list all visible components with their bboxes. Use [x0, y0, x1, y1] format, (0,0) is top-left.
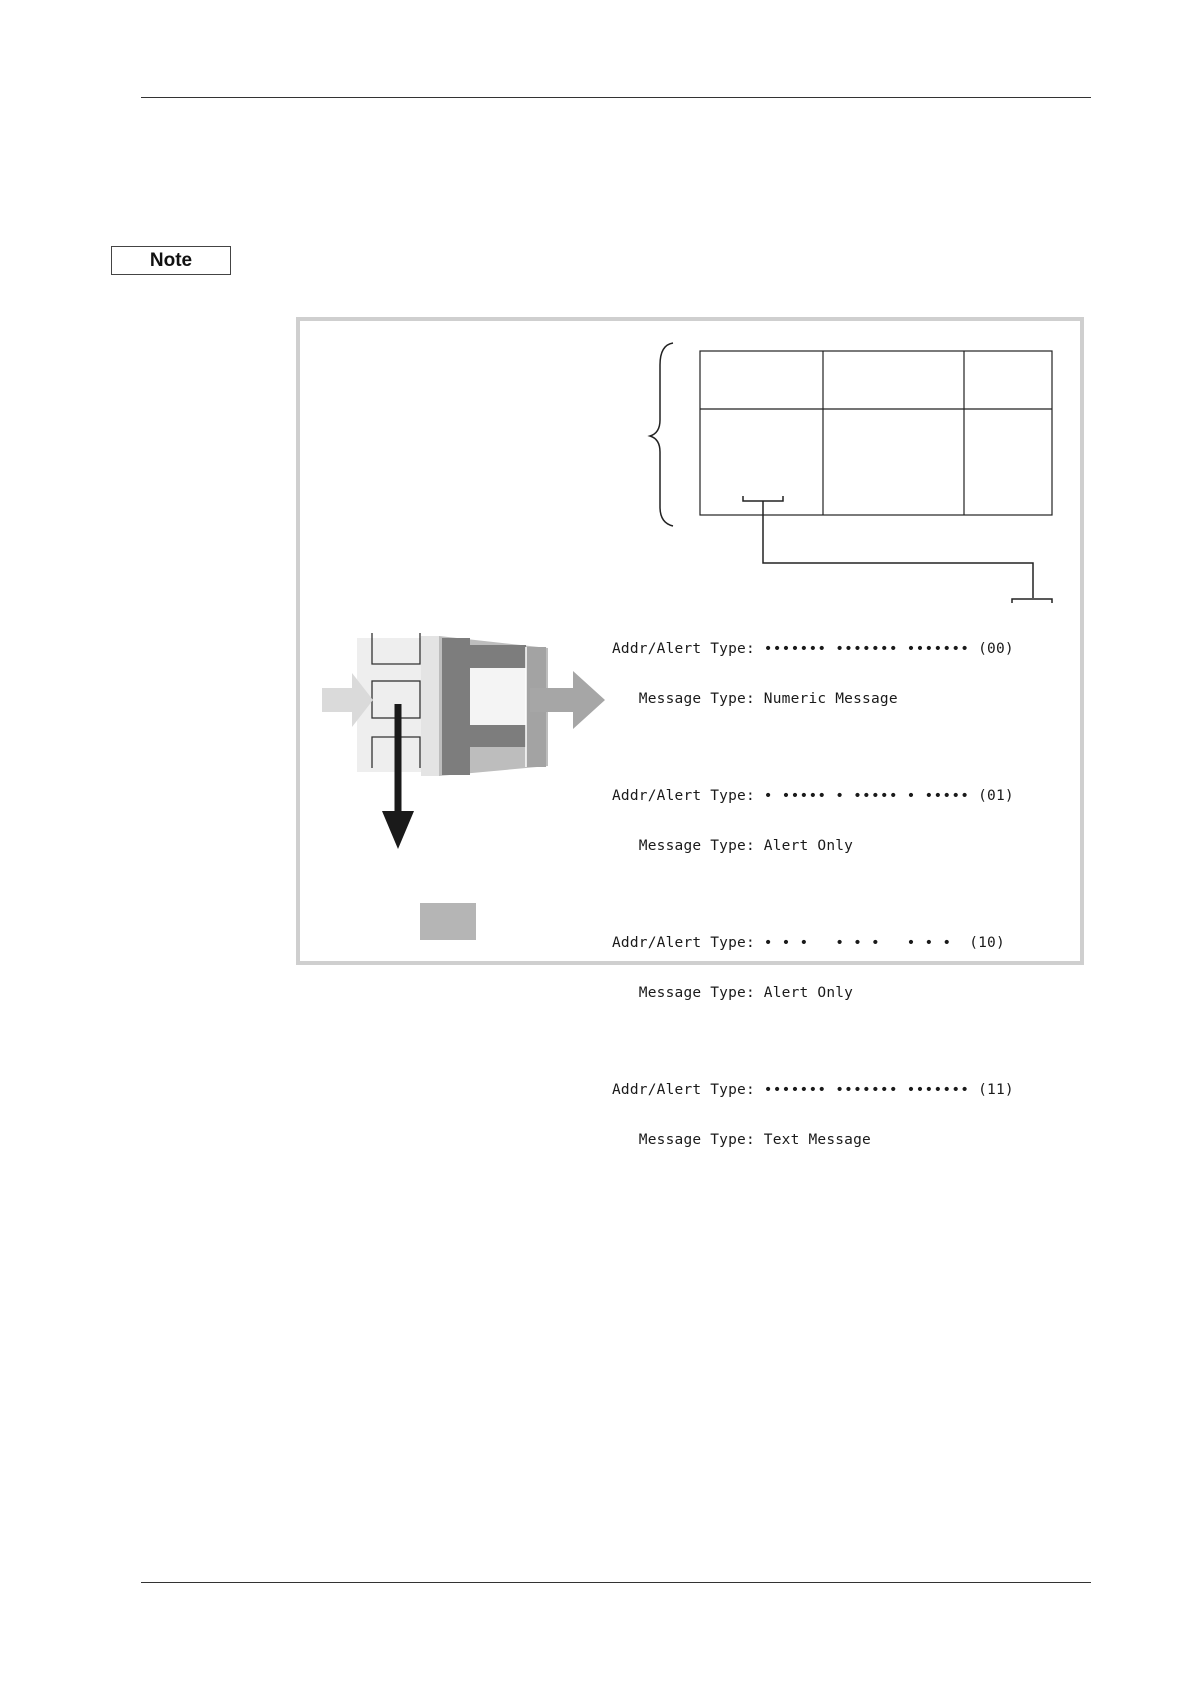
- code-group: [612, 608, 1014, 740]
- addr-alert-type-line: Addr/Alert Type: ••••••• ••••••• ••••••• (00): [612, 641, 1014, 657]
- frame-code-list: [612, 608, 1014, 1196]
- addr-alert-type-line: Addr/Alert Type: • • • • • • • • • (10): [612, 935, 1005, 951]
- key-swatch: [420, 903, 476, 940]
- cell-bracket: [743, 496, 783, 501]
- message-type-line: Message Type: Alert Only: [612, 984, 854, 1001]
- message-type-line: Message Type: Text Message: [612, 1131, 871, 1148]
- code-bracket: [1012, 599, 1052, 603]
- down-arrow-head: [382, 811, 414, 849]
- code-group: [612, 755, 1014, 887]
- frame-table: [700, 351, 1052, 515]
- message-type-line: Message Type: Alert Only: [612, 837, 854, 854]
- code-group: [612, 1049, 1014, 1181]
- table-brace: [650, 343, 673, 526]
- message-type-line: Message Type: Numeric Message: [612, 690, 898, 707]
- footer-rule: [141, 1582, 1091, 1583]
- addr-alert-type-line: Addr/Alert Type: • ••••• • ••••• • ••••• (01): [612, 788, 1014, 804]
- note-label: Note: [111, 246, 231, 275]
- decoder-graphic: [357, 633, 548, 776]
- code-group: [612, 902, 1014, 1034]
- addr-alert-type-line: Addr/Alert Type: ••••••• ••••••• ••••••• (11): [612, 1082, 1014, 1098]
